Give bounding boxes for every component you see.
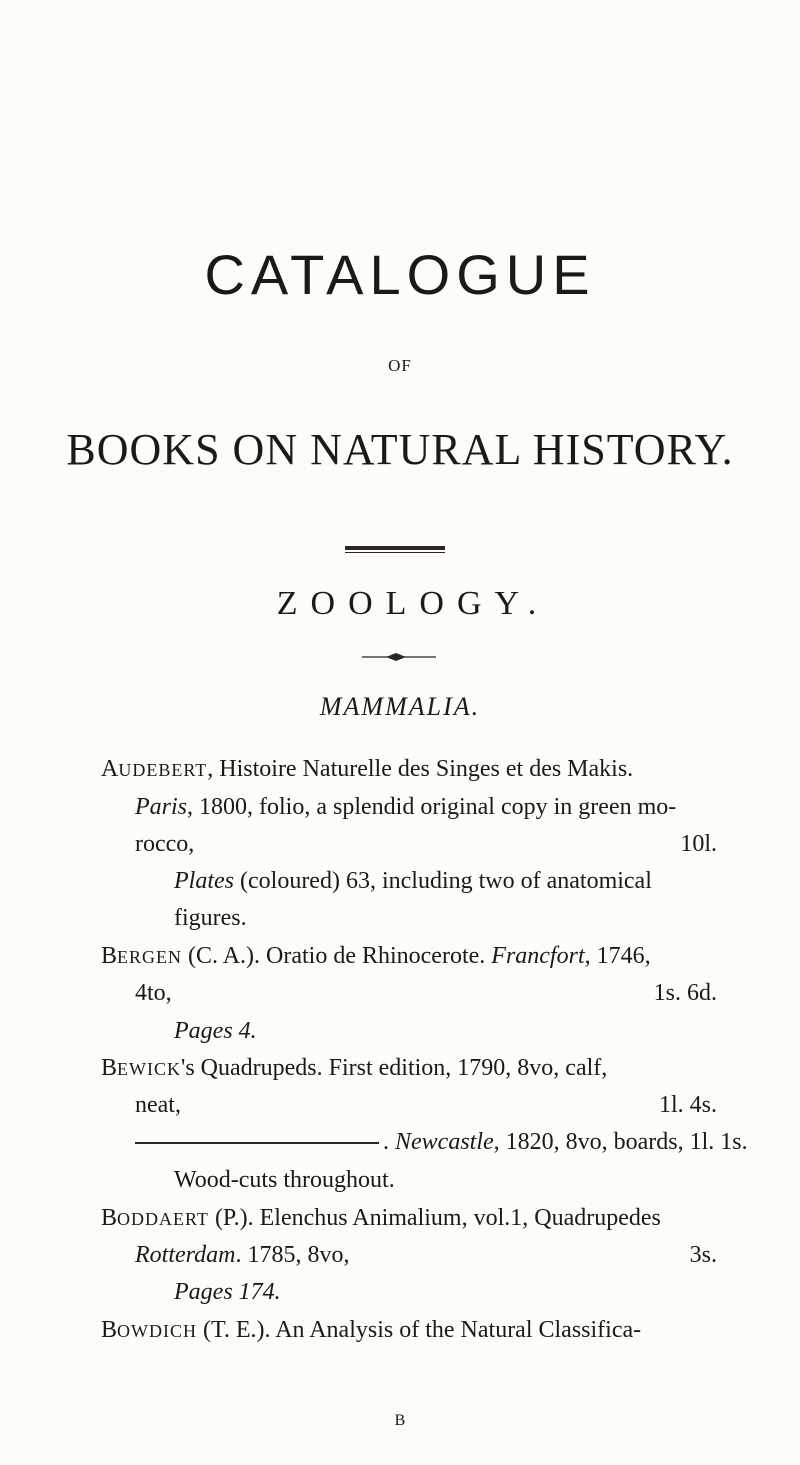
entry-boddaert-note: Pages 174. (174, 1279, 281, 1305)
title-divider-thin (345, 552, 445, 553)
page-title: CATALOGUE (204, 243, 596, 306)
title-of: OF (388, 356, 412, 375)
entry-price: 10l. (680, 831, 717, 857)
entry-audebert-line3: rocco, (135, 831, 195, 857)
signature-mark: B (394, 1412, 406, 1429)
entry-text: (P.). Elenchus Animalium, vol.1, Quadrupedes (208, 1205, 661, 1231)
entry-name-cap: B (101, 1317, 118, 1343)
entry-note: (coloured) 63, including two of anatomical (234, 868, 652, 894)
entry-bowdich-line1 (101, 1315, 641, 1346)
entry-audebert-line2 (135, 792, 676, 822)
ornament-divider-icon (362, 651, 436, 663)
entry-name-cap: A (101, 756, 119, 782)
entry-name-cap: B (101, 1055, 118, 1081)
entry-name: EWICK (117, 1059, 181, 1079)
entry-name-cap: B (101, 1205, 118, 1231)
entry-bergen-note: Pages 4. (174, 1018, 257, 1044)
title-divider-thick (345, 546, 445, 550)
entry-text: , 1746, (584, 943, 651, 969)
entry-text: (C. A.). Oratio de Rhinocerote. (182, 943, 492, 969)
page-subtitle: BOOKS ON NATURAL HISTORY. (66, 425, 734, 474)
entry-audebert-note-line2: figures. (174, 905, 247, 931)
entry-name: UDEBERT (118, 760, 208, 780)
entry-text: (T. E.). An Analysis of the Natural Classifica- (197, 1317, 642, 1343)
entry-place: Paris (135, 794, 188, 820)
entry-text: , 1820, 8vo, boards, 1l. 1s. (493, 1129, 748, 1155)
entry-bewick-line2: neat, (135, 1092, 181, 1118)
entry-name-cap: B (101, 943, 118, 969)
entry-bewick-note: Wood-cuts throughout. (174, 1167, 395, 1193)
entry-place: Rotterdam (135, 1242, 236, 1268)
entry-audebert-line1 (101, 754, 633, 785)
entry-note-label: Plates (174, 868, 234, 894)
entry-name: ODDAERT (117, 1209, 209, 1229)
entry-text: , 1800, folio, a splendid original copy in green mo- (187, 794, 677, 820)
entry-boddaert-line1 (101, 1203, 661, 1234)
entry-price: 1s. 6d. (653, 980, 717, 1006)
entry-boddaert-line2 (135, 1240, 349, 1270)
entry-name: ERGEN (117, 947, 183, 967)
entry-price: 1l. 4s. (658, 1092, 717, 1118)
ditto-rule (135, 1142, 379, 1144)
entry-bergen-line2: 4to, (135, 980, 172, 1006)
entry-text: 's Quadrupeds. First edition, 1790, 8vo, calf, (181, 1055, 608, 1081)
entry-place: Francfort (491, 943, 585, 969)
entry-text: , Histoire Naturelle des Singes et des Makis. (207, 756, 634, 782)
entry-place: Newcastle (395, 1129, 494, 1155)
entry-price: 3s. (689, 1242, 717, 1268)
entry-bergen-line1 (101, 941, 651, 972)
entry-bewick-repeat: . Newcastle, 1820, 8vo, boards, 1l. 1s. (383, 1129, 748, 1155)
entry-audebert-note (174, 866, 652, 896)
entry-text: . 1785, 8vo, (235, 1242, 350, 1268)
entry-name: OWDICH (117, 1321, 198, 1341)
entry-bewick-line1 (101, 1053, 607, 1084)
subsection-heading: MAMMALIA. (319, 692, 481, 721)
section-heading: ZOOLOGY. (276, 585, 550, 622)
